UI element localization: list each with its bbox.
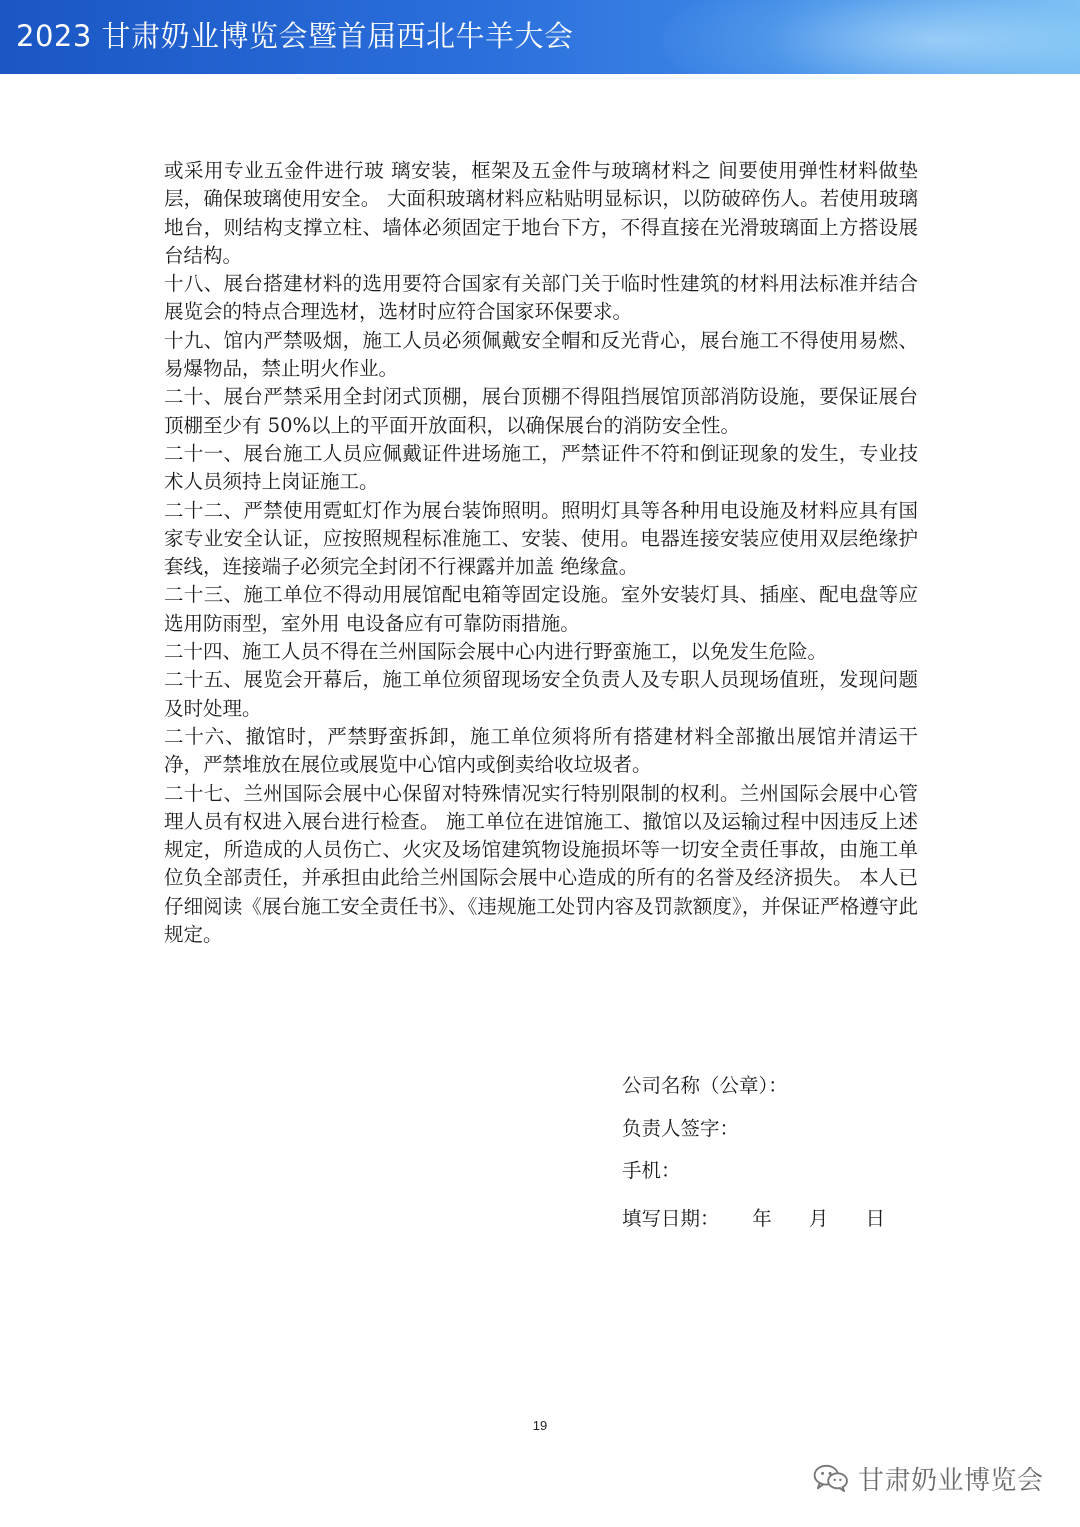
person-signature-label: 负责人签字： xyxy=(622,1116,740,1140)
header-banner xyxy=(0,0,1080,74)
paragraph: 二十七、兰州国际会展中心保留对特殊情况实行特别限制的权利。兰州国际会展中心管理人员有权进入展台进行检查。 施工单位在进馆施工、撤馆以及运输过程中因违反上述规定，所造成的人员伤亡、火灾及场馆建筑物设施损坏等一切安全责任事故，由施工单位负全部责任，并承担由此给兰州国际会展中心造成的所有的名誉及经济损失。 本人已仔细阅读《展台施工安全责任书》、《违规施工处罚内容及罚款额度》，并保证严格遵守此规定。 xyxy=(164,781,918,947)
page-number: 19 xyxy=(532,1418,548,1433)
document-body xyxy=(164,157,918,949)
year-unit: 年 xyxy=(752,1206,772,1230)
paragraph: 或采用专业五金件进行玻 璃安装，框架及五金件与玻璃材料之 间要使用弹性材料做垫层，确保玻璃使用安全。 大面积玻璃材料应粘贴明显标识，以防破碎伤人。若使用玻璃地台，则结构支撑立柱、墙体必须固定于地台下方，不得直接在光滑玻璃面上方搭设展台结构。 xyxy=(164,159,918,267)
watermark-text: 甘肃奶业博览会 xyxy=(858,1465,1044,1496)
phone-label: 手机： xyxy=(622,1159,681,1182)
paragraph: 二十三、施工单位不得动用展馆配电箱等固定设施。室外安装灯具、插座、配电盘等应选用防雨型，室外用 电设备应有可靠防雨措施。 xyxy=(164,583,918,635)
day-unit: 日 xyxy=(865,1206,885,1230)
signature-block xyxy=(622,1070,922,1240)
date-row xyxy=(622,1198,922,1241)
header-title: 2023 甘肃奶业博览会暨首届西北牛羊大会 xyxy=(16,19,574,53)
paragraph: 二十一、展台施工人员应佩戴证件进场施工，严禁证件不符和倒证现象的发生，专业技术人员须持上岗证施工。 xyxy=(164,441,918,494)
paragraph: 二十五、展览会开幕后，施工单位须留现场安全负责人及专职人员现场值班，发现问题及时处理。 xyxy=(164,668,918,720)
company-name-label: 公司名称（公章）： xyxy=(622,1074,788,1097)
header-decoration xyxy=(660,0,1080,74)
wechat-icon xyxy=(812,1463,850,1493)
paragraph: 十九、馆内严禁吸烟，施工人员必须佩戴安全帽和反光背心，展台施工不得使用易燃、易爆物品，禁止明火作业。 xyxy=(164,328,918,381)
date-label: 填写日期： xyxy=(622,1206,720,1230)
paragraph: 十八、展台搭建材料的选用要符合国家有关部门关于临时性建筑的材料用法标准并结合展览会的特点合理选材，选材时应符合国家环保要求。 xyxy=(164,272,918,324)
paragraph: 二十二、严禁使用霓虹灯作为展台装饰照明。照明灯具等各种用电设施及材料应具有国家专业安全认证，应按照规程标准施工、安装、使用。电器连接安装应使用双层绝缘护套线，连接端子必须完全封闭不行裸露并加盖 绝缘盒。 xyxy=(164,498,918,579)
month-unit: 月 xyxy=(808,1206,829,1230)
paragraph: 二十四、施工人员不得在兰州国际会展中心内进行野蛮施工，以免发生危险。 xyxy=(164,640,828,664)
paragraph: 二十六、撤馆时，严禁野蛮拆卸，施工单位须将所有搭建材料全部撤出展馆并清运干净，严禁堆放在展位或展览中心馆内或倒卖给收垃圾者。 xyxy=(164,724,918,777)
watermark xyxy=(812,1458,1044,1498)
paragraph: 二十、展台严禁采用全封闭式顶棚，展台顶棚不得阻挡展馆顶部消防设施，要保证展台顶棚至少有 50%以上的平面开放面积，以确保展台的消防安全性。 xyxy=(164,385,918,437)
